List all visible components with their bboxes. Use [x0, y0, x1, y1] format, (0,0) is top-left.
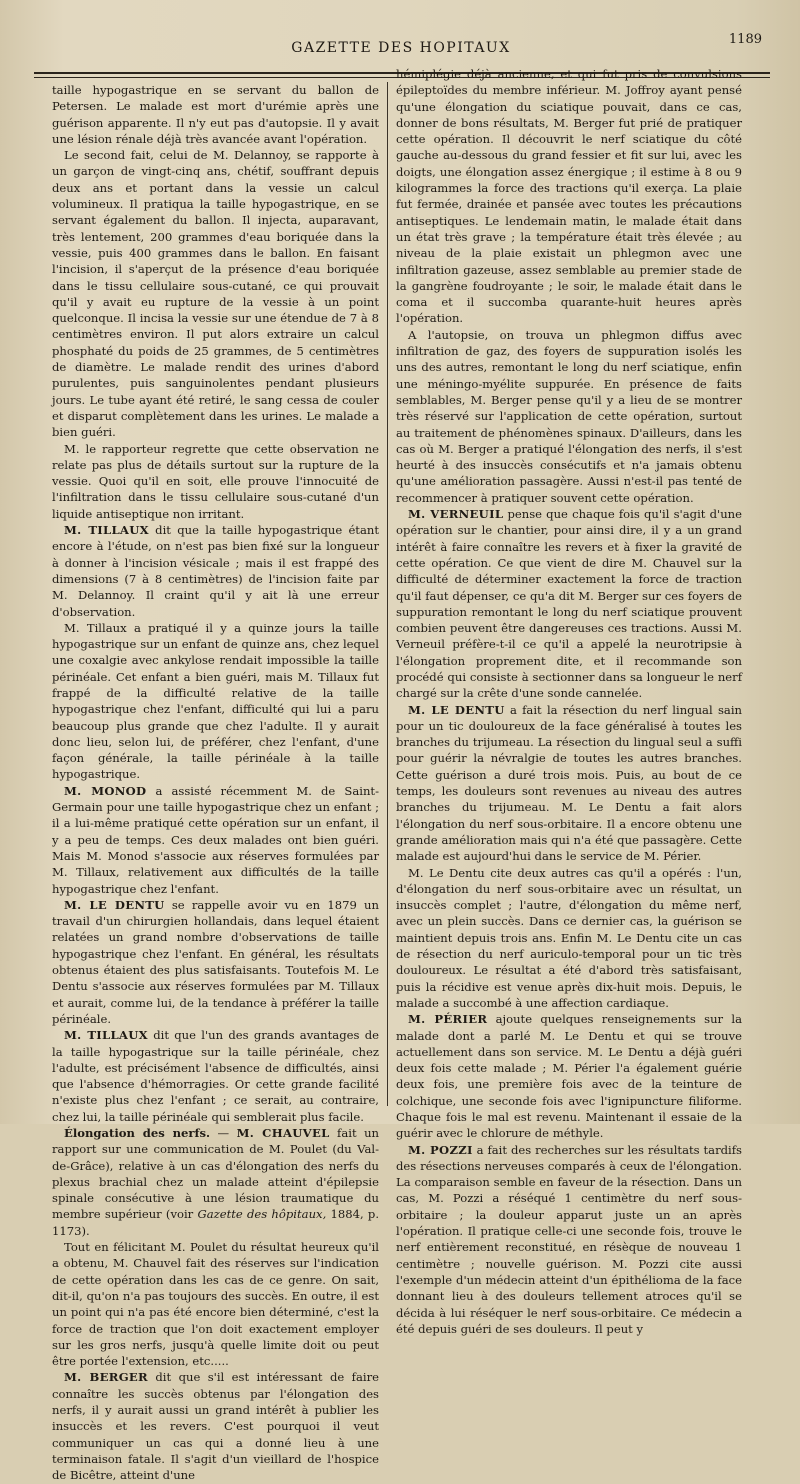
page-header: [30, 28, 772, 62]
dash: —: [210, 1126, 237, 1140]
paragraph: [52, 522, 379, 620]
speaker-name: M. MONOD: [64, 783, 147, 798]
speaker-name: M. TILLAUX: [64, 1028, 148, 1043]
paragraph-text: pense que chaque fois qu'il s'agit d'une opération sur le chantier, pour ainsi dire, il y a un grand intérêt à faire connaître les revers et à fixer la gravité de cette opération. Ce que vient de dire M. Chauvel sur la difficulté de déterminer exactement la force de traction qu'il faut dépenser, ce qu'a dit M. Berger sur ces foyers de suppuration remontant le long du nerf sciatique prouvent combien peuvent être dangereuses ces tractions. Aussi M. Verneuil préfère-t-il ce qu'il a appelé la neurotripsie à l'élongation proprement dite, et il recommande son procédé qui consiste à sectionner dans sa longueur le nerf chargé sur la crête d'une sonde cannelée.: [396, 507, 743, 701]
page-number: 1189: [728, 32, 762, 47]
paragraph-text: se rappelle avoir vu en 1879 un travail d'un chirurgien hollandais, dans lequel étaient relatées un grand nombre d'observations de taille hypogastrique chez l'enfant. En général, les résultats obtenus étaient des plus satisfaisants. Toutefois M. Le Dentu s'associe aux réserves formulées par M. Tillaux et aurait, comme lui, de la tendance à préférer la taille périnéale.: [52, 897, 379, 1026]
paragraph-text: dit que la taille hypogastrique étant encore à l'étude, on n'est pas bien fixé sur la longueur à donner à l'incision vésicale ; mais il est frappé des dimensions (7 à 8 centimètres) de l'incision faite par M. Delannoy. Il craint qu'il y ait là une erreur d'observation.: [52, 523, 379, 619]
speaker-name: M. CHAUVEL: [236, 1126, 330, 1140]
paragraph: [396, 1142, 742, 1338]
right-column: [396, 66, 742, 1337]
paragraph: [396, 506, 742, 702]
speaker-name: M. VERNEUIL: [408, 507, 504, 522]
paragraph: taille hypogastrique en se servant du ballon de Petersen. Le malade est mort d'urémie après une guérison apparente. Il n'y eut pas d'autopsie. Il y avait une lésion rénale déjà très avancée avant l'opération.: [52, 83, 379, 146]
paragraph: [396, 702, 742, 865]
speaker-name: M. BERGER: [64, 1370, 148, 1385]
paragraph: [52, 897, 379, 1027]
paragraph-text: a assisté récemment M. de Saint-Germain pour une taille hypogastrique chez un enfant ; il a lui-même pratiqué cette opération sur un enfant, il y a peu de temps. Ces deux malades ont bien guéri. Mais M. Monod s'associe aux réserves formulées par M. Tillaux, relativement aux difficultés de la taille hypogastrique chez l'enfant.: [52, 783, 379, 896]
paragraph: M. Tillaux a pratiqué il y a quinze jours la taille hypogastrique sur un enfant de quinze ans, chez lequel une coxalgie avec ankylose rendait impossible la taille périnéale. Cet enfant a bien guéri, mais M. Tillaux fut frappé de la difficulté relative de la taille hypogastrique chez l'enfant, difficulté qui lui a paru beaucoup plus grande que chez l'adulte. Il y aurait donc lieu, selon lui, de préférer, chez l'enfant, d'une façon générale, la taille périnéale à la taille hypogastrique.: [52, 620, 379, 782]
page-title: GAZETTE DES HOPITAUX: [291, 40, 511, 56]
paragraph: [52, 1027, 379, 1125]
paragraph-text: dit que s'il est intéressant de faire connaître les succès obtenus par l'élongation des nerfs, il y aurait aussi un grand intérêt à publier les insuccès et les revers. C'est pourquoi il veut communiquer un cas qui a donné lieu à une terminaison fatale. Il s'agit d'un vieillard de l'hospice de Bicêtre, atteint d'une: [52, 1370, 379, 1483]
speaker-name: M. PÉRIER: [408, 1012, 488, 1027]
paragraph-text: a fait la résection du nerf lingual sain pour un tic douloureux de la face généralisé à toutes les branches du trijumeau. La résection du lingual seul a suffi pour guérir la névralgie de toutes les autres branches. Cette guérison a duré trois mois. Puis, au bout de ce temps, les douleurs sont revenues au niveau des autres branches du trijumeau. M. Le Dentu a fait alors l'élongation du nerf sous-orbitaire. Il a encore obtenu une grande amélioration mais qui n'a été que passagère. Cette malade est aujourd'hui dans le service de M. Périer.: [396, 702, 742, 864]
section-title: Élongation des nerfs.: [64, 1126, 211, 1140]
speaker-name: M. LE DENTU: [408, 702, 505, 717]
paragraph: M. le rapporteur regrette que cette observation ne relate pas plus de détails surtout sur la rupture de la vessie. Quoi qu'il en soit, elle prouve l'innocuité de l'infiltration dans le tissu cellulaire sous-cutané d'un liquide antiseptique non irritant.: [52, 441, 379, 521]
left-column: [52, 82, 379, 1484]
speaker-name: M. TILLAUX: [64, 523, 149, 538]
speaker-name: M. POZZI: [408, 1142, 473, 1157]
paragraph: [52, 1125, 379, 1239]
journal-reference: Gazette des hôpitaux,: [197, 1207, 327, 1222]
paragraph-text: 1884, p. 1173).: [52, 1207, 380, 1238]
paragraph: [396, 1011, 742, 1141]
speaker-name: M. LE DENTU: [64, 897, 165, 912]
paragraph: hémiplégie déjà ancienne, et qui fut pris de convulsions épileptoïdes du membre inférieur. M. Joffroy ayant pensé qu'une élongation du sciatique pouvait, dans ce cas, donner de bons résultats, M. Berger fut prié de pratiquer cette opération. Il découvrit le nerf sciatique du côté gauche au-dessous du grand fessier et fit sur lui, avec les doigts, une élongation assez énergique ; il estime à 8 ou 9 kilogrammes la force des tractions qu'il exerça. La plaie fut fermée, drainée et pansée avec toutes les précautions antiseptiques. Le lendemain matin, le malade était dans un état très grave ; la température était très élevée ; au niveau de la plaie existait un phlegmon avec une infiltration gazeuse, assez semblable au premier stade de la gangrène foudroyante ; le soir, le malade était dans le coma et il succomba quarante-huit heures après l'opération.: [396, 67, 742, 326]
paragraph: [52, 783, 379, 897]
paragraph-text: ajoute quelques renseignements sur la malade dont a parlé M. Le Dentu et qui se trouve actuellement dans son service. M. Le Dentu a déjà guéri deux fois cette malade ; M. Périer l'a également guérie deux fois, une première fois avec de la teinture de colchique, une seconde fois avec l'ignipuncture filiforme. Chaque fois le mal est revenu. Maintenant il essaie de la guérir avec le chlorure de méthyle.: [396, 1012, 742, 1141]
paragraph: A l'autopsie, on trouva un phlegmon diffus avec infiltration de gaz, des foyers de suppuration isolés les uns des autres, remontant le long du nerf sciatique, enfin une méningo-myélite suppurée. En présence de faits semblables, M. Berger pense qu'il y a lieu de se montrer très réservé sur l'application de cette opération, surtout au traitement de phénomènes spinaux. D'ailleurs, dans les cas où M. Berger a pratiqué l'élongation des nerfs, il s'est heurté à des insuccès consécutifs et n'a jamais obtenu qu'une amélioration passagère. Aussi n'est-il pas tenté de recommencer à pratiquer souvent cette opération.: [396, 327, 742, 505]
paragraph-text: a fait des recherches sur les résultats tardifs des résections nerveuses comparés à ceux de l'élongation. La comparaison semble en faveur de la résection. Dans un cas, M. Pozzi a réséqué 1 centimètre du nerf sous-orbitaire ; la douleur apparut juste un an après l'opération. Il pratique celle-ci une seconde fois, trouve le nerf entièrement reconstitué, en résèque de nouveau 1 centimètre ; nouvelle guérison. M. Pozzi cite aussi l'exemple d'un médecin atteint d'un épithélioma de la face donnant lieu à des douleurs tellement atroces qu'il se décida à lui réséquer le nerf sous-orbitaire. Ce médecin a été depuis guéri de ses douleurs. Il peut y: [396, 1142, 742, 1336]
paragraph-text: fait un rapport sur une communication de M. Poulet (du Val-de-Grâce), relative à un cas d'élongation des nerfs du plexus brachial chez un malade atteint d'épilepsie spinale consécutive à une lésion traumatique du membre supérieur (voir: [52, 1126, 379, 1222]
paragraph: [52, 1369, 379, 1483]
paragraph: Tout en félicitant M. Poulet du résultat heureux qu'il a obtenu, M. Chauvel fait des réserves sur l'indication de cette opération dans les cas de ce genre. On sait, dit-il, qu'on n'a pas toujours des succès. En outre, il est un point qui n'a pas été encore bien déterminé, c'est la force de traction que l'on doit exactement employer sur les gros nerfs, jusqu'à quelle limite doit ou peut être portée l'extension, etc.....: [52, 1240, 379, 1369]
paragraph-text: dit que l'un des grands avantages de la taille hypogastrique sur la taille périnéale, chez l'adulte, est précisément l'absence de difficultés, ainsi que l'absence d'hémorragies. Or cette grande facilité n'existe plus chez l'enfant ; ce serait, au contraire, chez lui, la taille périnéale qui semblerait plus facile.: [52, 1028, 379, 1124]
paragraph: M. Le Dentu cite deux autres cas qu'il a opérés : l'un, d'élongation du nerf sous-orbitaire avec un résultat, un insuccès complet ; l'autre, d'élongation du même nerf, avec un plein succès. Dans ce dernier cas, la guérison se maintient depuis trois ans. Enfin M. Le Dentu cite un cas de résection du nerf auriculo-temporal pour un tic très douloureux. Le résultat a été d'abord très satisfaisant, puis la récidive est venue après dix-huit mois. Depuis, le malade a succombé à une affection cardiaque.: [396, 865, 742, 1010]
column-divider: [387, 82, 388, 1106]
paragraph: Le second fait, celui de M. Delannoy, se rapporte à un garçon de vingt-cinq ans, chétif, souffrant depuis deux ans et portant dans la vessie un calcul volumineux. Il pratiqua la taille hypogastrique, en se servant également du ballon. Il injecta, auparavant, très lentement, 200 grammes d'eau boriquée dans la vessie, puis 400 grammes dans le ballon. En faisant l'incision, il s'aperçut de la présence d'eau boriquée dans le tissu cellulaire sous-cutané, ce qui prouvait qu'il y avait eu rupture de la vessie à un point quelconque. Il incisa la vessie sur une étendue de 7 à 8 centimètres environ. Il put alors extraire un calcul phosphaté du poids de 25 grammes, de 5 centimètres de diamètre. Le malade rendit des urines d'abord purulentes, puis sanguinolentes pendant plusieurs jours. Le tube ayant été retiré, le sang cessa de couler et disparut complètement dans les urines. Le malade a bien guéri.: [52, 148, 379, 440]
